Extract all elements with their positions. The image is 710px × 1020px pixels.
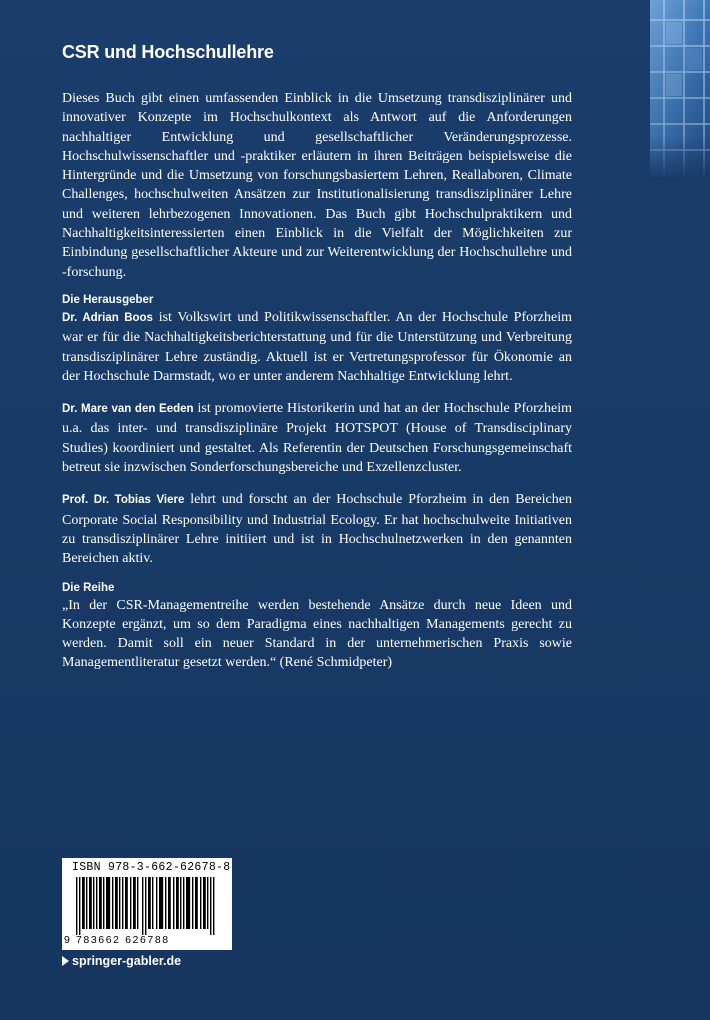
editor-bio xyxy=(62,490,572,568)
editor-bio xyxy=(62,308,572,386)
editor-bio-text: ist Volkswirt und Politikwissenschaftler. An der Hochschule Pforzheim war er für die Nachhaltigkeitsberichterstattung und für die Unterstützung und Verbreitung transdisziplinärer Lehre zuständig. Aktuell ist er Vertretungsprofessor für Ökonomie an der Hochschule Darmstadt, wo er unter anderem Nachhaltige Entwicklung lehrt. xyxy=(62,309,572,384)
book-title: CSR und Hochschullehre xyxy=(62,42,274,62)
main-content xyxy=(62,42,572,673)
editor-bio-text: ist promovierte Historikerin und hat an der Hochschule Pforzheim u.a. das inter- und transdisziplinäre Projekt HOTSPOT (House of Transdisciplinary Studies) koordiniert und gestaltet. Als Referentin der Deutschen Forschungsgemeinschaft betreut sie inzwischen Sonderforschungsbereiche und Exzellenzcluster. xyxy=(62,401,572,476)
publisher-link[interactable] xyxy=(62,954,181,968)
publisher-url: springer-gabler.de xyxy=(72,954,182,968)
play-arrow-icon xyxy=(62,956,69,966)
intro-paragraph: Dieses Buch gibt einen umfassenden Einblick in die Umsetzung transdisziplinärer und innovativer Konzepte im Hochschulkontext als Antwort auf die Anforderungen nachhaltiger Entwicklung und gesellschaftlicher Veränderungsprozesse. Hochschulwissenschaftler und -praktiker erläutern in ihren Beiträgen beispielsweise die Hintergründe und die Umsetzung von forschungsbasiertem Lehren, Reallaboren, Climate Challenges, hochschulweiten Ansätzen zur Institutionalisierung transdisziplinärer Lehre und weiteren lehrbezogenen Innovationen. Das Buch gibt Hochschulpraktikern und Nachhaltigkeitsinteressierten einen Einblick in die Vielfalt der Möglichkeiten zur Einbindung gesellschaftlicher Akteure und zur Weiterentwicklung der Hochschullehre und -forschung. xyxy=(62,91,572,280)
barcode-box xyxy=(62,858,232,950)
editor-bio-text: lehrt und forscht an der Hochschule Pforzheim in den Bereichen Corporate Social Responsibility und Industrial Ecology. Er hat hochschulweite Initiativen zu transdisziplinärer Lehre initiiert und ist in Hochschulnetzwerken in den genannten Bereichen aktiv. xyxy=(62,492,572,567)
editor-name: Prof. Dr. Tobias Viere xyxy=(62,494,185,507)
barcode-digits: 9 783662 626788 xyxy=(64,934,170,946)
barcode-image xyxy=(70,877,224,935)
isbn-label: ISBN 978-3-662-62678-8 xyxy=(72,861,231,874)
editor-bio xyxy=(62,399,572,477)
editors-heading: Die Herausgeber xyxy=(62,293,154,306)
series-paragraph: „In der CSR-Managementreihe werden bestehende Ansätze durch neue Ideen und Konzepte ergänzt, um so dem Paradigma eines nachhaltigen Managements gerecht zu werden. Damit soll ein neuer Standard in der unternehmerischen Praxis sowie Managementliteratur gesetzt werden.“ (René Schmidpeter) xyxy=(62,597,572,671)
editor-name: Dr. Adrian Boos xyxy=(62,311,153,324)
editor-name: Dr. Mare van den Eeden xyxy=(62,403,194,416)
series-heading: Die Reihe xyxy=(62,581,115,594)
building-glass-image xyxy=(650,0,710,180)
